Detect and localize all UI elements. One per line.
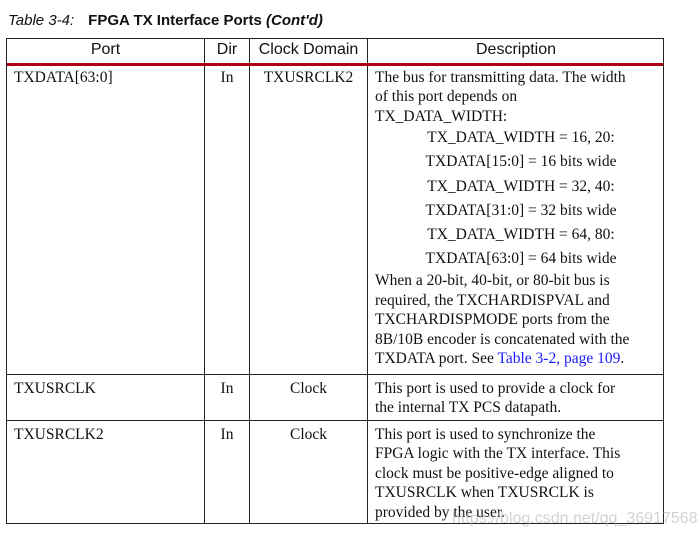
header-dir: Dir (216, 41, 238, 58)
row2-description: This port is used to provide a clock for the internal TX PCS datapath. (375, 380, 616, 417)
row3-description: This port is used to synchronize the FPGA logic with the TX interface. This clock must be positive-edge aligned to TXUSRCLK when TXUSRCLK is provided by the user. (375, 426, 621, 521)
row1-dir: In (220, 69, 234, 86)
table-caption (8, 12, 323, 29)
row2-port: TXUSRCLK (14, 380, 96, 397)
row3-dir: In (220, 426, 234, 443)
header-divider (7, 63, 663, 66)
row1-port: TXDATA[63:0] (14, 69, 113, 86)
row3-clock: Clock (289, 426, 328, 443)
watermark: https://blog.csdn.net/qq_36917568 (452, 510, 698, 527)
caption-label: Table 3-4: (8, 12, 75, 29)
row2-dir: In (220, 380, 234, 397)
row1-clock: TXUSRCLK2 (263, 69, 354, 86)
header-description: Description (475, 41, 557, 58)
caption-title: FPGA TX Interface Ports (Cont'd) (88, 12, 323, 29)
header-clock-domain: Clock Domain (258, 41, 359, 58)
table-link[interactable]: Table 3-2, page 109 (497, 349, 621, 367)
row3-port: TXUSRCLK2 (14, 426, 104, 443)
header-port: Port (90, 41, 121, 58)
row1-description: The bus for transmitting data. The width of this port depends on TX_DATA_WIDTH: TX_DATA_WIDTH = 16, 20: TXDATA[15:0] = 16 bits wide TX_DATA_WIDTH = 32, 40: TXDATA[31:0] = 32 bits wide TX_DATA_WIDTH = 64, 80: TXDATA[63:0] = 64 bits wide When a 20-bit, 40-bit, or 80-bit bus is required, the TXCHARDISPVAL and TXCHARDISPMODE ports from the 8B/10B encoder is concatenated with the TXDATA port. See Table 3-2, page 109. (375, 69, 630, 367)
row2-clock: Clock (289, 380, 328, 397)
ports-table (6, 38, 664, 524)
